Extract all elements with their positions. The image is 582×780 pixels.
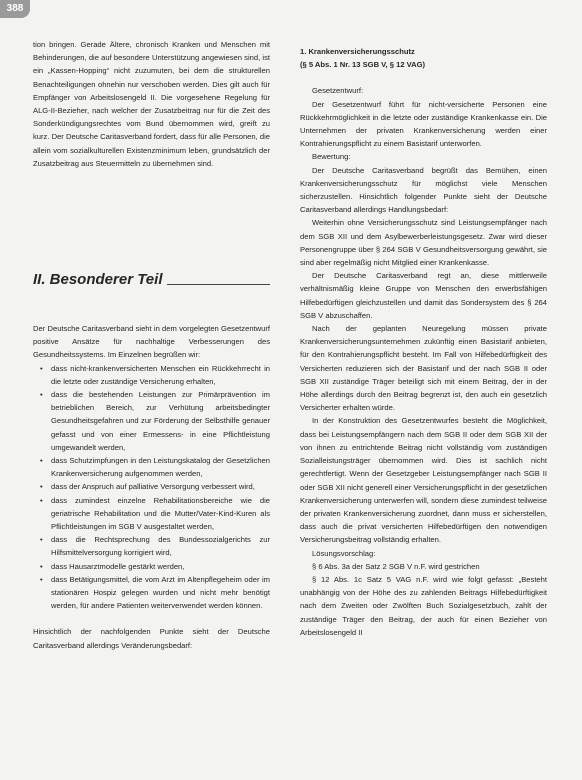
paragraph-proposal-2: § 12 Abs. 1c Satz 5 VAG n.F. wird wie folgt gefasst: „Besteht unabhängig von der Höhe des zu zahlenden Beitrags Hilfebedürftigkeit nach dem Zweiten oder Zwölften Buch Sozialgesetzbuch, zahlt der zuständige Träger den Beitrag, der auch für einen Bezieher von Arbeitslosengeld II — [300, 574, 547, 637]
list-item: • dass Betätigungsmittel, die vom Arzt im Altenpflegeheim oder im stationären Hospiz gelegen wurden und nicht mehr benötigt werden, für andere Patienten weiterverwendet werden können. — [51, 573, 270, 613]
section-heading — [33, 271, 270, 288]
paragraph-proposal-1: § 6 Abs. 3a der Satz 2 SGB V n.F. wird gestrichen — [312, 561, 480, 571]
label-draft: Gesetzentwurf: — [312, 86, 364, 96]
approval-list — [33, 362, 270, 613]
left-column-body — [33, 322, 270, 652]
list-item: • dass der Anspruch auf palliative Versorgung verbessert wird, — [51, 480, 270, 493]
page-number: 388 — [0, 0, 30, 18]
list-item: • dass zumindest einzelne Rehabilitationsbereiche wie die geriatrische Rehabilitation und die Mutter/Vater-Kind-Kuren als Pflichtleistungen im SGB V ausgestaltet werden, — [51, 494, 270, 534]
list-item: • dass Hausarztmodelle gestärkt werden, — [51, 560, 270, 573]
paragraph-assessment-4: Nach der geplanten Neuregelung müssen private Krankenversicherungsunternehmen zukünftig einen Basistarif anbieten, für den Kontrahierungspflicht besteht. Im Fall von Hilfebedürftigkeit des Versicherten reduzieren sich der Basistarif und der nach SGB II oder SGB XII zuständige Träger beteiligt sich mit einem Beitrag, der in der Höhe allerdings durch den Beitrag begrenzt ist, den auch ein gesetzlich Versicherter erhalten würde. — [300, 324, 547, 413]
paragraph-assessment-5: In der Konstruktion des Gesetzentwurfes besteht die Möglichkeit, dass bei Leistungsempfängern nach dem SGB II oder dem SGB XII der von ihnen zu entrichtende Beitrag nicht vollständig vom zuständigen Sozialleistungsträger übernommen wird. Dies ist sachlich nicht gerechtfertigt. Wenn der Gesetzgeber Leistungsempfänger nach SGB II oder SGB XII nicht generell einer Versicherungspflicht in der gesetzlichen Krankenversicherung unterwerfen will, sondern diese zumindest teilweise der privaten Krankenversicherung zuordnet, dann muss er sicherstellen, dass auch die privat versicherten Hilfebedürftigen den notwendigen Versicherungsbeitrag vollständig erhalten. — [300, 416, 547, 545]
paragraph-closing: Hinsichtlich der nachfolgenden Punkte sieht der Deutsche Caritasverband allerdings Veränderungsbedarf: — [33, 627, 270, 650]
list-item: • dass Schutzimpfungen in den Leistungskatalog der Gesetzlichen Krankenversicherung aufgenommen werden, — [51, 454, 270, 480]
label-assessment: Bewertung: — [312, 152, 351, 162]
list-item: • dass nicht-krankenversicherten Menschen ein Rückkehrrecht in die letzte oder zuständige Versicherung erhalten, — [51, 362, 270, 388]
item-title: 1. Krankenversicherungsschutz — [300, 47, 415, 56]
section-heading-text: II. Besonderer Teil — [33, 271, 163, 288]
label-proposal: Lösungsvorschlag: — [312, 548, 376, 558]
paragraph-draft: Der Gesetzentwurf führt für nicht-versicherte Personen eine Rückkehrmöglichkeit in die letzte oder zuständige Krankenkasse ein. Die Unternehmen der privaten Krankenversicherung werden einer Kontrahierungspflicht zu einem Basistarif unterworfen. — [300, 99, 547, 149]
list-item: • dass die Rechtsprechung des Bundessozialgerichts zur Hilfsmittelversorgung korrigiert wird, — [51, 533, 270, 559]
right-column — [300, 45, 547, 639]
paragraph-top: tion bringen. Gerade Ältere, chronisch Kranken und Menschen mit Behinderungen, die auf besondere Unterstützung angewiesen sind, ist ein „Kassen-Hopping“ nicht zuzumuten, bei dem die strukturellen Benachteiligungen ohnehin nur verschoben werden. Dies gilt auch für Empfänger von Arbeitslosengeld II. Die vorgesehene Regelung für ALG-II-Bezieher, nach welcher der Zusatzbeitrag nur für die Zeit des Sonderkündigungsrechtes vom Bund übernommen wird, greift zu kurz. Der Deutsche Caritasverband fordert, dass für alle Personen, die allein vom sozialkulturellen Existenzminimum leben, grundsätzlich der Zusatzbeitrag aus Steuermitteln zu übernehmen sind. — [33, 40, 270, 168]
paragraph-intro: Der Deutsche Caritasverband sieht in dem vorgelegten Gesetzentwurf positive Ansätze für nachhaltige Verbesserungen des Gesundheitssystems. Im Einzelnen begrüßen wir: — [33, 324, 270, 360]
item-reference: (§ 5 Abs. 1 Nr. 13 SGB V, § 12 VAG) — [300, 60, 426, 70]
paragraph-assessment-1: Der Deutsche Caritasverband begrüßt das Bemühen, einen Krankenversicherungsschutz für möglichst viele Menschen sicherzustellen. Hinsichtlich folgender Punkte sieht der Deutsche Caritasverband allerdings Handlungsbedarf: — [300, 165, 547, 215]
left-column-top — [33, 38, 270, 170]
list-item: • dass die bestehenden Leistungen zur Primärprävention im betrieblichen Bereich, zur Verhütung arbeitsbedingter Gesundheitsgefahren und zur Förderung der Selbsthilfe genauer gefasst und von einer Ermessens- in eine Pflichtleistung umgewandelt werden, — [51, 388, 270, 454]
heading-rule — [167, 284, 271, 285]
paragraph-assessment-2: Weiterhin ohne Versicherungsschutz sind Leistungsempfänger nach dem SGB XII und dem Asylbewerberleistungsgesetz. Zwar wird dieser Personengruppe über § 264 SGB V Gesundheitsversorgung gewährt, sie sind aber regelmäßig nicht Mitglied einer Krankenkasse. — [300, 218, 547, 268]
paragraph-assessment-3: Der Deutsche Caritasverband regt an, diese mittlerweile verhältnismäßig kleine Gruppe von Menschen den erwerbsfähigen Hilfebedürftigen gleichzustellen und damit das Sondersystem des § 264 SGB V abzuschaffen. — [300, 271, 547, 320]
